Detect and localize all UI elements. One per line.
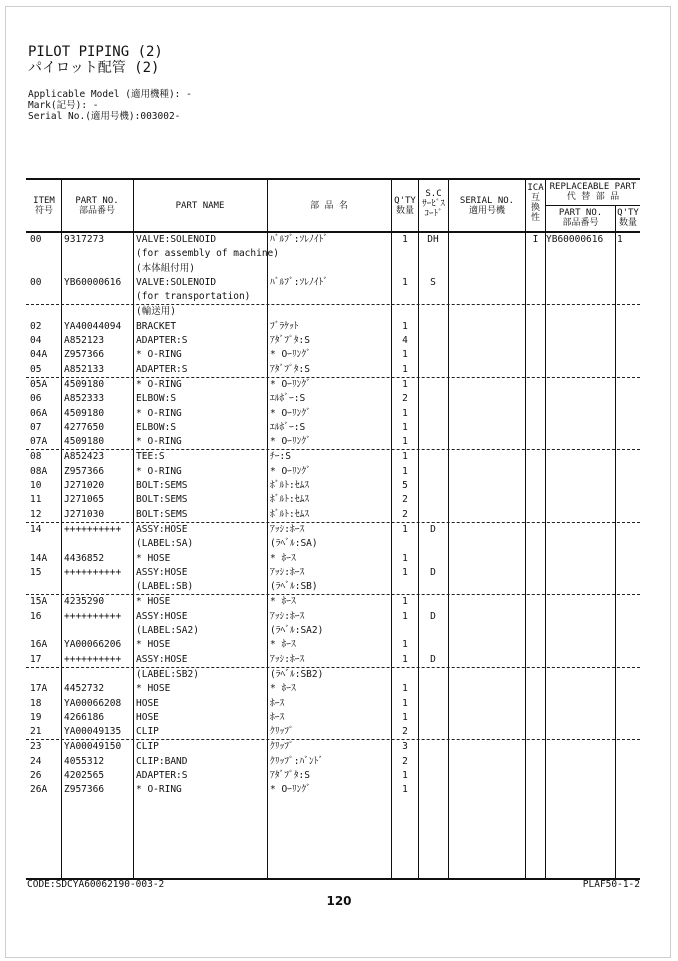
applicable-model: Applicable Model (適用機種): - [28,89,192,100]
qty-cell: 1 [402,465,408,477]
item-cell: 10 [30,480,42,492]
qty-cell: 1 [402,421,408,433]
table-row [26,392,640,406]
part-name-cell: ADAPTER:S [136,335,188,347]
replaceable-qty-cell: 1 [617,234,623,245]
part-no-cell: 9317273 [64,234,105,245]
part-no-cell: YA00049150 [64,741,122,753]
metadata-block [28,89,192,122]
japanese-name-cell: ﾎﾞﾙﾄ:ｾﾑｽ [270,494,309,506]
qty-cell: 1 [402,320,408,332]
table-row [26,552,640,566]
part-name-cell: BOLT:SEMS [136,494,188,506]
part-name-cell: (輸送用) [136,306,176,318]
qty-cell: 1 [402,276,408,288]
item-cell: 14 [30,523,42,535]
qty-cell: 1 [402,523,408,535]
item-cell: 11 [30,494,42,506]
japanese-name-cell: ｱｯｼ:ﾎｰｽ [270,523,305,535]
item-cell: 19 [30,711,42,723]
replaceable-part-no-cell: YB60000616 [546,234,604,245]
serial-no: Serial No.(適用号機):003002- [28,111,181,122]
qty-cell: 1 [402,363,408,375]
part-no-cell: YA00049135 [64,726,122,738]
table-row [26,435,640,449]
part-name-cell: CLIP [136,741,159,753]
japanese-name-cell: * ﾎｰｽ [270,639,296,651]
part-name-cell: (本体組付用) [136,262,195,274]
part-no-cell: ++++++++++ [64,523,122,535]
header-part-name: PART NAME [175,201,225,211]
part-name-cell: CLIP:BAND [136,755,188,767]
service-code-cell: D [430,653,436,665]
part-name-cell: * O-RING [136,349,182,361]
table-row [26,755,640,769]
japanese-name-cell: ﾊﾞﾙﾌﾞ:ｿﾚﾉｲﾄﾞ [270,276,328,288]
japanese-name-cell: ﾌﾞﾗｹｯﾄ [270,320,299,332]
table-row [26,363,640,377]
table-row [26,508,640,522]
item-cell: 18 [30,697,42,709]
item-cell: 08A [30,465,48,477]
table-row [26,290,640,304]
part-no-cell: A852423 [64,451,105,463]
part-no-cell: YA00066206 [64,639,122,651]
page-title [28,44,163,76]
service-code-cell: D [430,523,436,535]
table-row [26,334,640,348]
table-row [26,479,640,493]
japanese-name-cell: ｸﾘｯﾌﾟ [270,741,294,753]
item-cell: 04A [30,349,48,361]
header-interchangeability: ICA 互 換 性 [527,183,544,223]
japanese-name-cell: * ﾎｰｽ [270,683,296,695]
header-item: ITEM 符号 [33,196,55,216]
page-number: 120 [326,894,352,908]
part-no-cell: 4266186 [64,711,105,723]
table-row [26,537,640,551]
table-row [26,566,640,580]
japanese-name-cell: * ﾎｰｽ [270,552,296,564]
qty-cell: 1 [402,234,408,245]
japanese-name-cell: * Oｰﾘﾝｸﾞ [270,378,311,390]
item-cell: 15A [30,596,48,608]
part-name-cell: TEE:S [136,451,165,463]
interchangeability-cell: I [532,234,539,245]
part-no-cell: A852333 [64,393,105,405]
part-name-cell: (LABEL:SA2) [136,625,199,637]
header-serial-no: SERIAL NO. 適用号機 [459,196,515,216]
table-body [26,233,640,798]
qty-cell: 2 [402,494,408,506]
japanese-name-cell: ｱﾀﾞﾌﾟﾀ:S [270,335,310,347]
part-no-cell: 4509180 [64,407,105,419]
table-row [26,653,640,667]
japanese-name-cell: ﾁｰ:S [270,451,291,463]
part-name-cell: * O-RING [136,436,182,448]
japanese-name-cell: ｱｯｼ:ﾎｰｽ [270,610,305,622]
qty-cell: 1 [402,451,408,463]
japanese-name-cell: ｱﾀﾞﾌﾟﾀ:S [270,769,310,781]
japanese-name-cell: * Oｰﾘﾝｸﾞ [270,784,311,796]
item-cell: 12 [30,508,42,520]
item-cell: 16A [30,639,48,651]
japanese-name-cell: ｱｯｼ:ﾎｰｽ [270,653,305,665]
item-cell: 07 [30,421,42,433]
qty-cell: 2 [402,755,408,767]
japanese-name-cell: ﾎｰｽ [270,697,285,709]
part-no-cell: Z957366 [64,349,105,361]
part-no-cell: A852133 [64,363,105,375]
table-row [26,697,640,711]
japanese-name-cell: ﾎﾞﾙﾄ:ｾﾑｽ [270,480,309,492]
item-cell: 04 [30,335,42,347]
table-row [26,493,640,507]
part-name-cell: * HOSE [136,683,171,695]
table-row [26,247,640,261]
japanese-name-cell: ｱｯｼ:ﾎｰｽ [270,566,305,578]
item-cell: 23 [30,741,42,753]
japanese-name-cell: * Oｰﾘﾝｸﾞ [270,436,311,448]
part-name-cell: * O-RING [136,784,182,796]
part-name-cell: (LABEL:SA) [136,538,194,550]
table-row [26,276,640,290]
japanese-name-cell: ﾎﾞﾙﾄ:ｾﾑｽ [270,508,309,520]
part-name-cell: * HOSE [136,596,171,608]
qty-cell: 2 [402,508,408,520]
table-row [26,465,640,479]
qty-cell: 1 [402,610,408,622]
table-row [26,725,640,739]
part-name-cell: HOSE [136,711,159,723]
item-cell: 08 [30,451,42,463]
part-name-cell: ASSY:HOSE [136,610,188,622]
japanese-name-cell: ｸﾘｯﾌﾟ:ﾊﾞﾝﾄﾞ [270,755,324,767]
japanese-name-cell: (ﾗﾍﾞﾙ:SB) [270,581,318,593]
qty-cell: 1 [402,407,408,419]
japanese-name-cell: (ﾗﾍﾞﾙ:SA2) [270,625,324,637]
japanese-name-cell: * Oｰﾘﾝｸﾞ [270,465,311,477]
qty-cell: 1 [402,552,408,564]
table-row [26,638,640,652]
part-name-cell: CLIP [136,726,159,738]
table-row [26,407,640,421]
part-name-cell: ADAPTER:S [136,363,188,375]
title-japanese: パイロット配管 (2) [28,60,160,76]
qty-cell: 1 [402,436,408,448]
japanese-name-cell: (ﾗﾍﾞﾙ:SB2) [270,668,324,680]
qty-cell: 1 [402,711,408,723]
qty-cell: 1 [402,784,408,796]
table-row [26,522,640,537]
part-name-cell: * O-RING [136,378,182,390]
part-no-cell: 4509180 [64,436,105,448]
part-name-cell: (LABEL:SB) [136,581,194,593]
japanese-name-cell: ｸﾘｯﾌﾟ [270,726,294,738]
item-cell: 16 [30,610,42,622]
item-cell: 02 [30,320,42,332]
qty-cell: 2 [402,726,408,738]
table-row [26,667,640,682]
item-cell: 00 [30,234,42,245]
part-no-cell: 4509180 [64,378,105,390]
part-no-cell: YA00066208 [64,697,122,709]
qty-cell: 2 [402,393,408,405]
qty-cell: 1 [402,769,408,781]
item-cell: 17A [30,683,48,695]
japanese-name-cell: ﾎｰｽ [270,711,285,723]
part-no-cell: Z957366 [64,465,105,477]
qty-cell: 3 [402,741,408,753]
part-name-cell: (LABEL:SB2) [136,668,199,680]
part-name-cell: * O-RING [136,407,182,419]
part-name-cell: * O-RING [136,465,182,477]
header-replaceable-part-no: PART NO. 部品番号 [558,208,603,228]
part-name-cell: * HOSE [136,552,171,564]
item-cell: 06A [30,407,48,419]
parts-table [26,178,640,880]
header-part-no: PART NO. 部品番号 [75,196,119,216]
table-row [26,783,640,797]
table-row [26,304,640,319]
part-name-cell: ASSY:HOSE [136,523,188,535]
part-no-cell: YA40044094 [64,320,122,332]
item-cell: 15 [30,566,42,578]
japanese-name-cell: ｴﾙﾎﾞｰ:S [270,421,306,433]
part-no-cell: 4436852 [64,552,105,564]
item-cell: 21 [30,726,42,738]
item-cell: 05A [30,378,48,390]
part-no-cell: Z957366 [64,784,105,796]
japanese-name-cell: ﾊﾞﾙﾌﾞ:ｿﾚﾉｲﾄﾞ [270,234,328,245]
qty-cell: 1 [402,639,408,651]
part-name-cell: ASSY:HOSE [136,566,188,578]
part-name-cell: BRACKET [136,320,177,332]
table-row [26,421,640,435]
japanese-name-cell: * ﾎｰｽ [270,596,296,608]
part-no-cell: J271020 [64,480,105,492]
item-cell: 17 [30,653,42,665]
qty-cell: 1 [402,697,408,709]
part-name-cell: * HOSE [136,639,171,651]
part-no-cell: 4055312 [64,755,105,767]
part-no-cell: J271030 [64,508,105,520]
table-row [26,739,640,754]
item-cell: 00 [30,276,42,288]
part-no-cell: J271065 [64,494,105,506]
table-row [26,610,640,624]
part-name-cell: HOSE [136,697,159,709]
document-code: CODE:SDCYA60062190-003-2 [27,879,165,890]
part-no-cell: A852123 [64,335,105,347]
header-service-code: S.C ｻｰﾋﾞｽ ｺｰﾄﾞ [422,189,445,219]
part-name-cell: ELBOW:S [136,393,177,405]
part-name-cell: VALVE:SOLENOID [136,276,217,288]
table-row [26,348,640,362]
part-name-cell: ELBOW:S [136,421,177,433]
header-replaceable-part: REPLACEABLE PART 代 替 部 品 [549,182,637,202]
qty-cell: 1 [402,378,408,390]
service-code-cell: DH [427,234,439,245]
qty-cell: 5 [402,480,408,492]
header-japanese-name: 部 品 名 [310,201,348,211]
table-row [26,320,640,334]
item-cell: 05 [30,363,42,375]
part-name-cell: ASSY:HOSE [136,653,188,665]
japanese-name-cell: ｱﾀﾞﾌﾟﾀ:S [270,363,310,375]
table-row [26,711,640,725]
part-no-cell: 4452732 [64,683,105,695]
table-row [26,233,640,247]
qty-cell: 4 [402,335,408,347]
table-row [26,377,640,392]
part-no-cell: ++++++++++ [64,566,122,578]
part-no-cell: ++++++++++ [64,610,122,622]
part-no-cell: 4202565 [64,769,105,781]
part-no-cell: ++++++++++ [64,653,122,665]
table-row [26,449,640,464]
header-subdivider [545,205,640,206]
japanese-name-cell: (ﾗﾍﾞﾙ:SA) [270,538,318,550]
japanese-name-cell: * Oｰﾘﾝｸﾞ [270,349,311,361]
table-row [26,262,640,276]
item-cell: 26 [30,769,42,781]
service-code-cell: D [430,566,436,578]
part-no-cell: YB60000616 [64,276,122,288]
japanese-name-cell: ｴﾙﾎﾞｰ:S [270,393,306,405]
header-qty: Q'TY 数量 [394,196,416,216]
part-no-cell: 4235290 [64,596,105,608]
plaf-code: PLAF50-1-2 [582,879,640,890]
item-cell: 26A [30,784,48,796]
service-code-cell: S [430,276,436,288]
qty-cell: 1 [402,566,408,578]
qty-cell: 1 [402,596,408,608]
part-name-cell: VALVE:SOLENOID [136,234,217,245]
item-cell: 24 [30,755,42,767]
qty-cell: 1 [402,349,408,361]
service-code-cell: D [430,610,436,622]
title-english: PILOT PIPING (2) [28,44,163,60]
table-row [26,580,640,594]
item-cell: 06 [30,393,42,405]
item-cell: 14A [30,552,48,564]
table-row [26,769,640,783]
part-name-cell: ADAPTER:S [136,769,188,781]
table-row [26,594,640,609]
part-name-cell: BOLT:SEMS [136,508,188,520]
mark: Mark(記号): - [28,100,99,111]
item-cell: 07A [30,436,48,448]
qty-cell: 1 [402,683,408,695]
table-row [26,682,640,696]
japanese-name-cell: * Oｰﾘﾝｸﾞ [270,407,311,419]
qty-cell: 1 [402,653,408,665]
part-name-cell: BOLT:SEMS [136,480,188,492]
table-row [26,624,640,638]
part-no-cell: 4277650 [64,421,105,433]
header-replaceable-qty: Q'TY 数量 [617,208,639,228]
part-name-cell: (for transportation) [136,291,251,303]
part-name-cell: (for assembly of machine) [136,248,279,260]
